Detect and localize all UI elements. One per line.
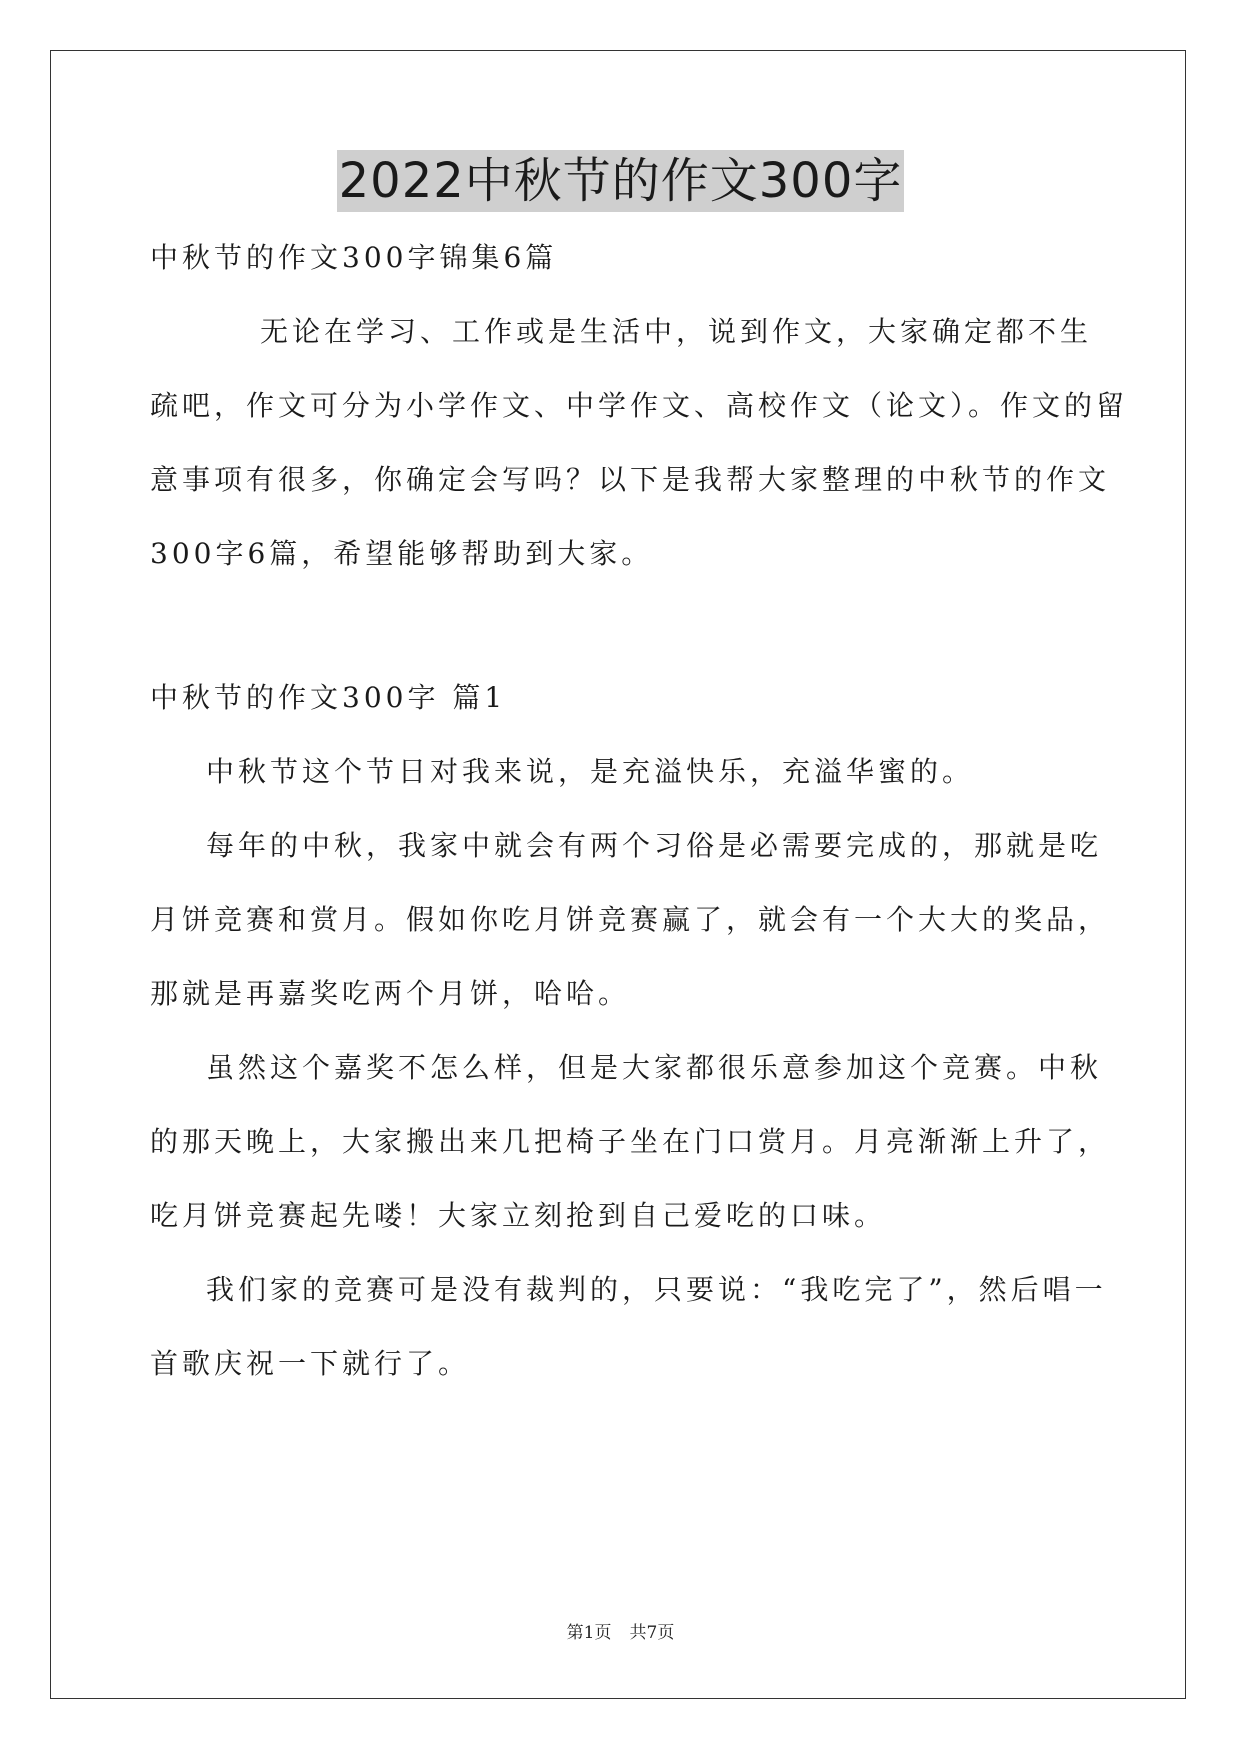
- body-line: 的那天晚上，大家搬出来几把椅子坐在门口赏月。月亮渐渐上升了，: [150, 1125, 1111, 1158]
- title-container: [0, 150, 1241, 212]
- body-line: 每年的中秋，我家中就会有两个习俗是必需要完成的，那就是吃: [206, 829, 1103, 862]
- intro-line: 300字6篇，希望能够帮助到大家。: [150, 537, 654, 570]
- page-number: 第1页: [566, 1623, 612, 1643]
- page-total: 共7页: [629, 1623, 675, 1643]
- intro-line: 意事项有很多，你确定会写吗？以下是我帮大家整理的中秋节的作文: [150, 463, 1111, 496]
- body-line: 我们家的竞赛可是没有裁判的，只要说：“我吃完了”，然后唱一: [206, 1273, 1107, 1306]
- intro-line: 无论在学习、工作或是生活中，说到作文，大家确定都不生: [260, 315, 1093, 348]
- body-line: 首歌庆祝一下就行了。: [150, 1347, 471, 1380]
- body-line: 月饼竞赛和赏月。假如你吃月饼竞赛赢了，就会有一个大大的奖品，: [150, 903, 1111, 936]
- page-footer: [0, 1618, 1241, 1643]
- body-line: 吃月饼竞赛起先喽！大家立刻抢到自己爱吃的口味。: [150, 1199, 887, 1232]
- section-heading: 中秋节的作文300字 篇1: [150, 681, 507, 714]
- page-border: [50, 50, 1186, 1699]
- body-line: 虽然这个嘉奖不怎么样，但是大家都很乐意参加这个竞赛。中秋: [206, 1051, 1103, 1084]
- intro-line: 疏吧，作文可分为小学作文、中学作文、高校作文（论文）。作文的留: [150, 389, 1129, 422]
- body-line: 那就是再嘉奖吃两个月饼，哈哈。: [150, 977, 631, 1010]
- body-line: 中秋节这个节日对我来说，是充溢快乐，充溢华蜜的。: [206, 755, 975, 788]
- document-title: 2022中秋节的作文300字: [337, 150, 905, 212]
- document-subtitle: 中秋节的作文300字锦集6篇: [150, 241, 558, 274]
